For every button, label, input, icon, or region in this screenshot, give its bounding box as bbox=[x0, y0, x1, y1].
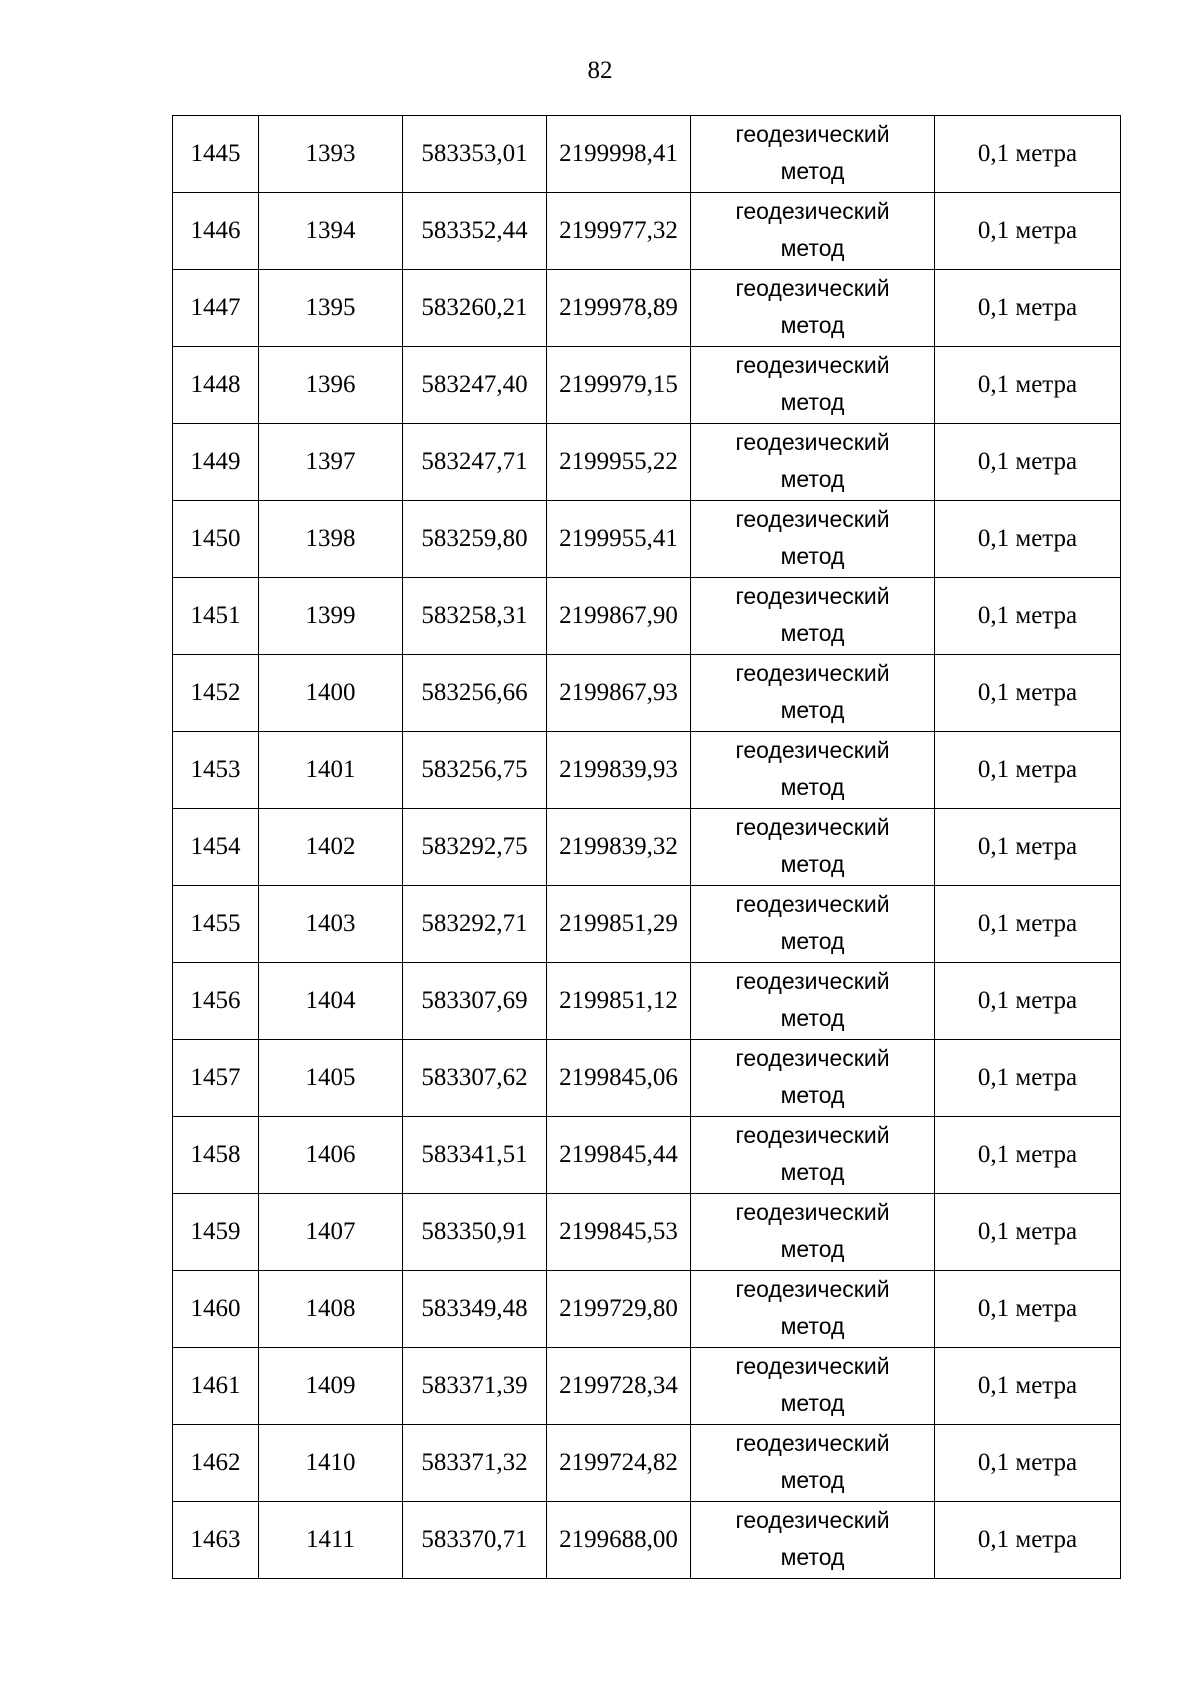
table-row bbox=[173, 1348, 1121, 1425]
method-cell bbox=[691, 424, 935, 501]
y-coordinate-cell: 2199839,32 bbox=[547, 809, 691, 886]
x-coordinate-cell: 583292,71 bbox=[403, 886, 547, 963]
table-row bbox=[173, 1194, 1121, 1271]
method-line-2: метод bbox=[780, 1236, 845, 1262]
x-coordinate-cell: 583352,44 bbox=[403, 193, 547, 270]
table-row bbox=[173, 1425, 1121, 1502]
method-cell bbox=[691, 1348, 935, 1425]
method-line-2: метод bbox=[780, 1467, 845, 1493]
method-line-1: геодезический bbox=[735, 737, 890, 763]
method-line-2: метод bbox=[780, 389, 845, 415]
y-coordinate-cell: 2199998,41 bbox=[547, 116, 691, 193]
y-coordinate-cell: 2199839,93 bbox=[547, 732, 691, 809]
method-line-2: метод bbox=[780, 543, 845, 569]
x-coordinate-cell: 583371,39 bbox=[403, 1348, 547, 1425]
method-cell bbox=[691, 1502, 935, 1579]
method-cell bbox=[691, 1117, 935, 1194]
method-cell bbox=[691, 578, 935, 655]
x-coordinate-cell: 583307,62 bbox=[403, 1040, 547, 1117]
point-number-cell: 1398 bbox=[259, 501, 403, 578]
y-coordinate-cell: 2199867,90 bbox=[547, 578, 691, 655]
method-cell bbox=[691, 732, 935, 809]
x-coordinate-cell: 583247,71 bbox=[403, 424, 547, 501]
method-cell bbox=[691, 270, 935, 347]
x-coordinate-cell: 583292,75 bbox=[403, 809, 547, 886]
y-coordinate-cell: 2199729,80 bbox=[547, 1271, 691, 1348]
accuracy-cell: 0,1 метра bbox=[935, 1502, 1121, 1579]
method-cell bbox=[691, 1040, 935, 1117]
method-line-1: геодезический bbox=[735, 891, 890, 917]
x-coordinate-cell: 583256,75 bbox=[403, 732, 547, 809]
method-cell bbox=[691, 116, 935, 193]
point-number-cell: 1402 bbox=[259, 809, 403, 886]
method-line-1: геодезический bbox=[735, 352, 890, 378]
accuracy-cell: 0,1 метра bbox=[935, 270, 1121, 347]
point-number-cell: 1405 bbox=[259, 1040, 403, 1117]
method-cell bbox=[691, 963, 935, 1040]
table-row bbox=[173, 809, 1121, 886]
row-number-cell: 1450 bbox=[173, 501, 259, 578]
x-coordinate-cell: 583350,91 bbox=[403, 1194, 547, 1271]
accuracy-cell: 0,1 метра bbox=[935, 655, 1121, 732]
row-number-cell: 1461 bbox=[173, 1348, 259, 1425]
method-line-1: геодезический bbox=[735, 198, 890, 224]
table-row bbox=[173, 732, 1121, 809]
y-coordinate-cell: 2199955,22 bbox=[547, 424, 691, 501]
accuracy-cell: 0,1 метра bbox=[935, 1425, 1121, 1502]
table-row bbox=[173, 1271, 1121, 1348]
point-number-cell: 1409 bbox=[259, 1348, 403, 1425]
table-row bbox=[173, 886, 1121, 963]
row-number-cell: 1452 bbox=[173, 655, 259, 732]
point-number-cell: 1399 bbox=[259, 578, 403, 655]
method-line-2: метод bbox=[780, 312, 845, 338]
y-coordinate-cell: 2199977,32 bbox=[547, 193, 691, 270]
point-number-cell: 1406 bbox=[259, 1117, 403, 1194]
table-row bbox=[173, 1040, 1121, 1117]
method-line-2: метод bbox=[780, 1390, 845, 1416]
x-coordinate-cell: 583307,69 bbox=[403, 963, 547, 1040]
table-row bbox=[173, 270, 1121, 347]
y-coordinate-cell: 2199688,00 bbox=[547, 1502, 691, 1579]
row-number-cell: 1454 bbox=[173, 809, 259, 886]
point-number-cell: 1401 bbox=[259, 732, 403, 809]
method-line-2: метод bbox=[780, 466, 845, 492]
accuracy-cell: 0,1 метра bbox=[935, 424, 1121, 501]
y-coordinate-cell: 2199845,06 bbox=[547, 1040, 691, 1117]
method-line-1: геодезический bbox=[735, 1353, 890, 1379]
x-coordinate-cell: 583258,31 bbox=[403, 578, 547, 655]
method-line-1: геодезический bbox=[735, 275, 890, 301]
x-coordinate-cell: 583260,21 bbox=[403, 270, 547, 347]
table-row bbox=[173, 655, 1121, 732]
point-number-cell: 1394 bbox=[259, 193, 403, 270]
y-coordinate-cell: 2199978,89 bbox=[547, 270, 691, 347]
method-line-1: геодезический bbox=[735, 1199, 890, 1225]
row-number-cell: 1455 bbox=[173, 886, 259, 963]
table-row bbox=[173, 501, 1121, 578]
method-cell bbox=[691, 1425, 935, 1502]
method-line-2: метод bbox=[780, 928, 845, 954]
method-line-2: метод bbox=[780, 158, 845, 184]
y-coordinate-cell: 2199728,34 bbox=[547, 1348, 691, 1425]
y-coordinate-cell: 2199851,12 bbox=[547, 963, 691, 1040]
method-cell bbox=[691, 347, 935, 424]
method-cell bbox=[691, 193, 935, 270]
y-coordinate-cell: 2199724,82 bbox=[547, 1425, 691, 1502]
table-row bbox=[173, 1502, 1121, 1579]
row-number-cell: 1462 bbox=[173, 1425, 259, 1502]
method-line-2: метод bbox=[780, 1544, 845, 1570]
x-coordinate-cell: 583247,40 bbox=[403, 347, 547, 424]
method-line-1: геодезический bbox=[735, 583, 890, 609]
method-line-1: геодезический bbox=[735, 968, 890, 994]
method-cell bbox=[691, 655, 935, 732]
method-line-1: геодезический bbox=[735, 1276, 890, 1302]
table-row bbox=[173, 116, 1121, 193]
row-number-cell: 1448 bbox=[173, 347, 259, 424]
accuracy-cell: 0,1 метра bbox=[935, 1271, 1121, 1348]
row-number-cell: 1459 bbox=[173, 1194, 259, 1271]
accuracy-cell: 0,1 метра bbox=[935, 347, 1121, 424]
accuracy-cell: 0,1 метра bbox=[935, 116, 1121, 193]
method-line-1: геодезический bbox=[735, 814, 890, 840]
method-cell bbox=[691, 501, 935, 578]
row-number-cell: 1445 bbox=[173, 116, 259, 193]
accuracy-cell: 0,1 метра bbox=[935, 963, 1121, 1040]
y-coordinate-cell: 2199867,93 bbox=[547, 655, 691, 732]
point-number-cell: 1410 bbox=[259, 1425, 403, 1502]
method-line-2: метод bbox=[780, 1005, 845, 1031]
point-number-cell: 1408 bbox=[259, 1271, 403, 1348]
table-row bbox=[173, 1117, 1121, 1194]
accuracy-cell: 0,1 метра bbox=[935, 886, 1121, 963]
page-number: 82 bbox=[587, 57, 613, 84]
row-number-cell: 1449 bbox=[173, 424, 259, 501]
point-number-cell: 1407 bbox=[259, 1194, 403, 1271]
point-number-cell: 1397 bbox=[259, 424, 403, 501]
row-number-cell: 1451 bbox=[173, 578, 259, 655]
row-number-cell: 1463 bbox=[173, 1502, 259, 1579]
method-cell bbox=[691, 1271, 935, 1348]
coordinates-table-body bbox=[173, 116, 1121, 1579]
point-number-cell: 1404 bbox=[259, 963, 403, 1040]
accuracy-cell: 0,1 метра bbox=[935, 1117, 1121, 1194]
point-number-cell: 1396 bbox=[259, 347, 403, 424]
method-line-2: метод bbox=[780, 235, 845, 261]
method-line-2: метод bbox=[780, 851, 845, 877]
x-coordinate-cell: 583259,80 bbox=[403, 501, 547, 578]
y-coordinate-cell: 2199845,44 bbox=[547, 1117, 691, 1194]
accuracy-cell: 0,1 метра bbox=[935, 578, 1121, 655]
method-line-2: метод bbox=[780, 620, 845, 646]
point-number-cell: 1411 bbox=[259, 1502, 403, 1579]
coordinates-table bbox=[172, 115, 1121, 1579]
method-cell bbox=[691, 886, 935, 963]
method-line-1: геодезический bbox=[735, 660, 890, 686]
accuracy-cell: 0,1 метра bbox=[935, 501, 1121, 578]
method-line-2: метод bbox=[780, 697, 845, 723]
y-coordinate-cell: 2199979,15 bbox=[547, 347, 691, 424]
accuracy-cell: 0,1 метра bbox=[935, 1348, 1121, 1425]
row-number-cell: 1446 bbox=[173, 193, 259, 270]
table-row bbox=[173, 193, 1121, 270]
table-row bbox=[173, 347, 1121, 424]
accuracy-cell: 0,1 метра bbox=[935, 1040, 1121, 1117]
row-number-cell: 1458 bbox=[173, 1117, 259, 1194]
point-number-cell: 1400 bbox=[259, 655, 403, 732]
method-line-2: метод bbox=[780, 1082, 845, 1108]
y-coordinate-cell: 2199845,53 bbox=[547, 1194, 691, 1271]
x-coordinate-cell: 583341,51 bbox=[403, 1117, 547, 1194]
x-coordinate-cell: 583371,32 bbox=[403, 1425, 547, 1502]
y-coordinate-cell: 2199955,41 bbox=[547, 501, 691, 578]
y-coordinate-cell: 2199851,29 bbox=[547, 886, 691, 963]
method-line-1: геодезический bbox=[735, 121, 890, 147]
method-cell bbox=[691, 809, 935, 886]
method-line-1: геодезический bbox=[735, 506, 890, 532]
x-coordinate-cell: 583349,48 bbox=[403, 1271, 547, 1348]
method-line-1: геодезический bbox=[735, 1045, 890, 1071]
method-line-2: метод bbox=[780, 774, 845, 800]
x-coordinate-cell: 583353,01 bbox=[403, 116, 547, 193]
row-number-cell: 1456 bbox=[173, 963, 259, 1040]
method-line-2: метод bbox=[780, 1313, 845, 1339]
table-row bbox=[173, 963, 1121, 1040]
x-coordinate-cell: 583370,71 bbox=[403, 1502, 547, 1579]
method-line-1: геодезический bbox=[735, 1507, 890, 1533]
table-row bbox=[173, 578, 1121, 655]
method-line-1: геодезический bbox=[735, 429, 890, 455]
point-number-cell: 1395 bbox=[259, 270, 403, 347]
row-number-cell: 1447 bbox=[173, 270, 259, 347]
x-coordinate-cell: 583256,66 bbox=[403, 655, 547, 732]
method-line-1: геодезический bbox=[735, 1122, 890, 1148]
point-number-cell: 1403 bbox=[259, 886, 403, 963]
accuracy-cell: 0,1 метра bbox=[935, 1194, 1121, 1271]
method-cell bbox=[691, 1194, 935, 1271]
point-number-cell: 1393 bbox=[259, 116, 403, 193]
accuracy-cell: 0,1 метра bbox=[935, 809, 1121, 886]
row-number-cell: 1453 bbox=[173, 732, 259, 809]
method-line-2: метод bbox=[780, 1159, 845, 1185]
method-line-1: геодезический bbox=[735, 1430, 890, 1456]
row-number-cell: 1457 bbox=[173, 1040, 259, 1117]
table-row bbox=[173, 424, 1121, 501]
row-number-cell: 1460 bbox=[173, 1271, 259, 1348]
accuracy-cell: 0,1 метра bbox=[935, 732, 1121, 809]
accuracy-cell: 0,1 метра bbox=[935, 193, 1121, 270]
